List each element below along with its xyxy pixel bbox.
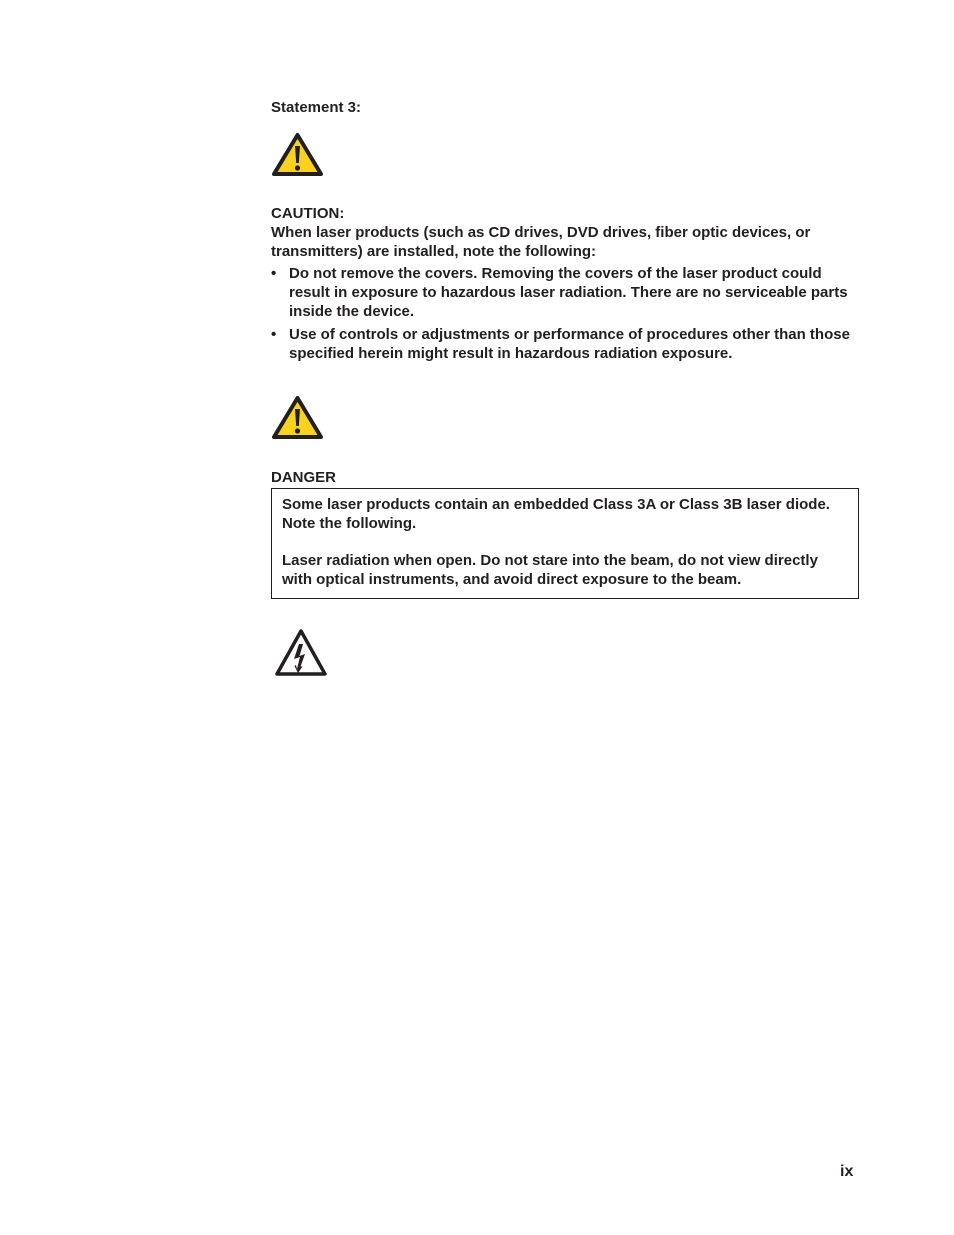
- caution-list-item: [271, 325, 861, 363]
- warning-triangle-icon: [271, 395, 324, 440]
- caution-list: [271, 264, 861, 367]
- danger-label: DANGER: [271, 469, 337, 486]
- caution-label: CAUTION:: [271, 205, 345, 222]
- danger-notice-box: [271, 488, 859, 599]
- statement-title: Statement 3:: [271, 99, 362, 116]
- caution-list-item: [271, 264, 861, 321]
- warning-triangle-icon: [271, 132, 324, 177]
- bullet-icon: •: [271, 326, 277, 343]
- caution-intro: When laser products (such as CD drives, DVD drives, fiber optic devices, or transmitters) are installed, note the following:: [271, 224, 811, 260]
- danger-paragraph: Laser radiation when open. Do not stare into the beam, do not view directly with optical instruments, and avoid direct exposure to the beam.: [282, 552, 818, 588]
- caution-item-text: Use of controls or adjustments or performance of procedures other than those specified herein might result in hazardous radiation exposure.: [289, 326, 850, 362]
- caution-item-text: Do not remove the covers. Removing the covers of the laser product could result in exposure to hazardous laser radiation. There are no serviceable parts inside the device.: [289, 265, 848, 320]
- page-number: ix: [840, 1163, 854, 1180]
- danger-paragraph: Some laser products contain an embedded Class 3A or Class 3B laser diode. Note the following.: [282, 496, 830, 532]
- bullet-icon: •: [271, 265, 277, 282]
- high-voltage-icon: [274, 628, 328, 677]
